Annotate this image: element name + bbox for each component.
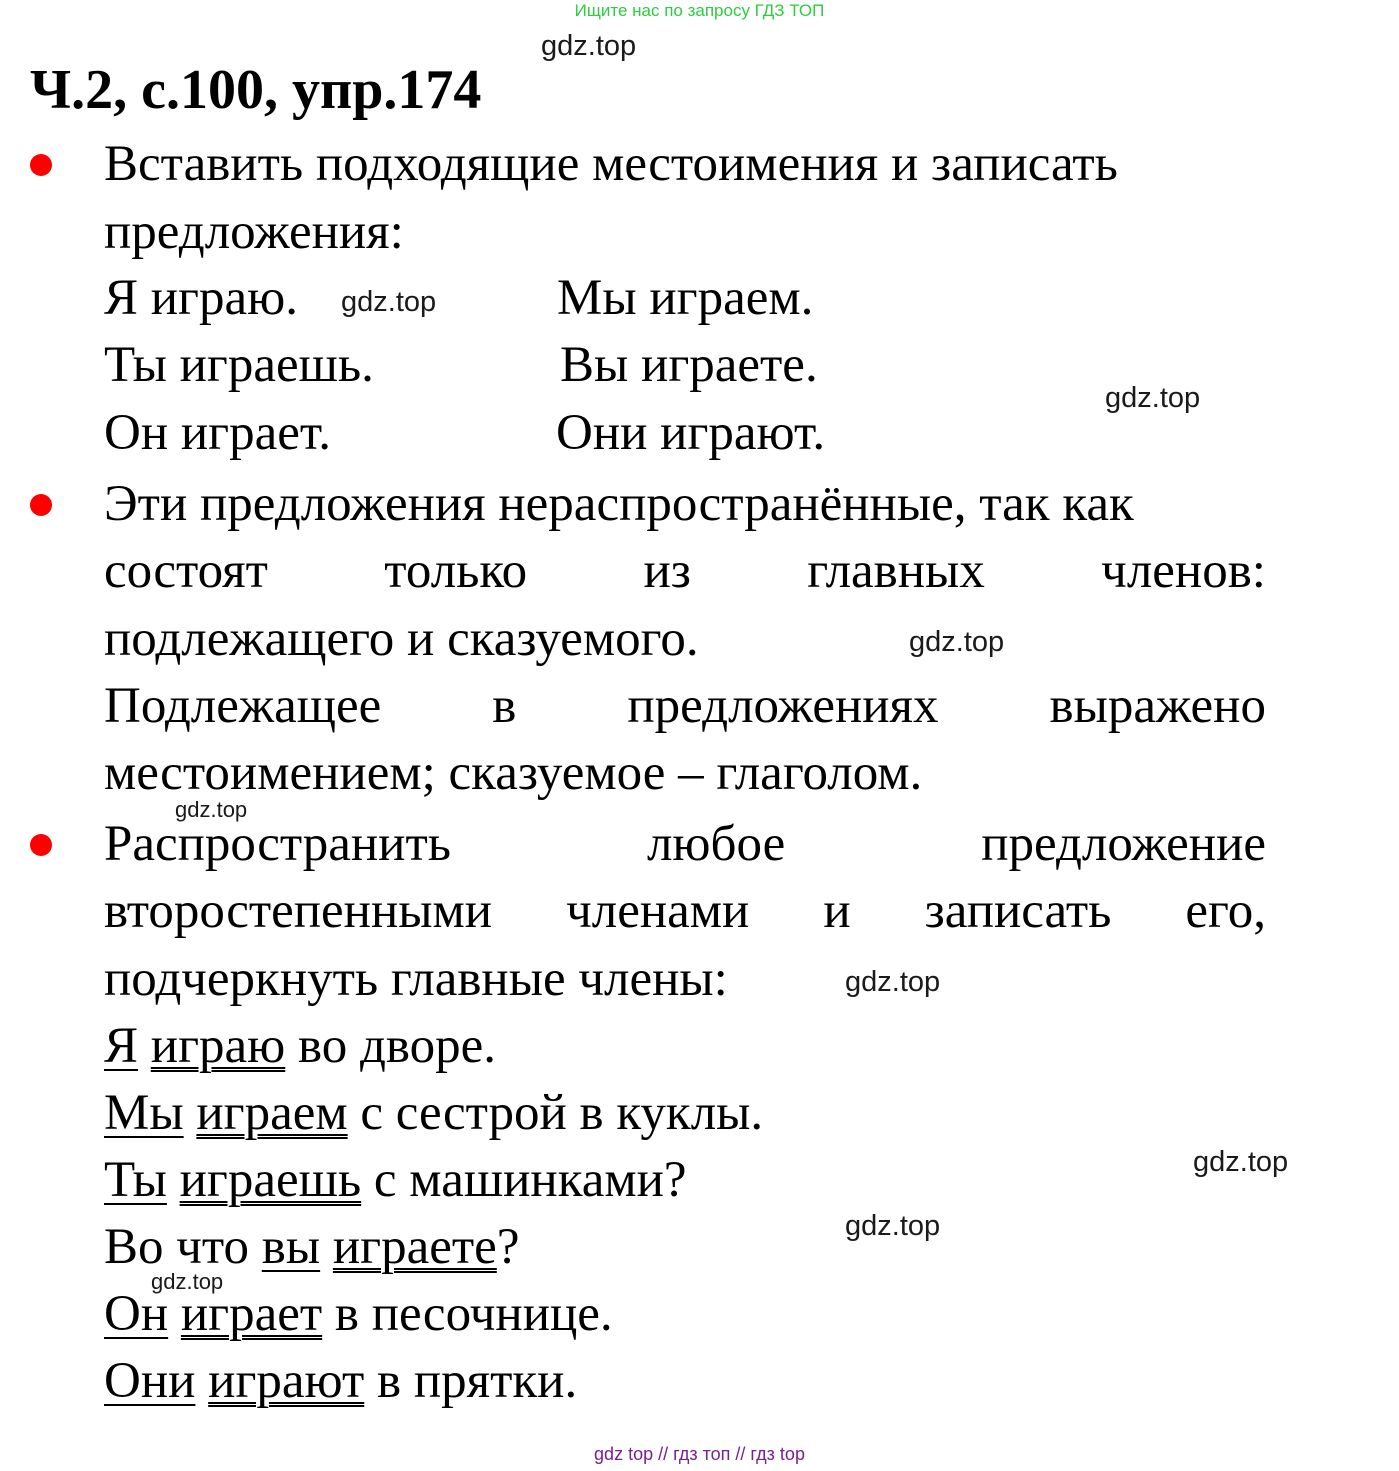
word: Подлежащее — [104, 678, 382, 734]
word: и — [823, 883, 851, 939]
task1-instruction-line2: предложения: — [104, 204, 404, 260]
word: только — [384, 543, 528, 599]
predicate: играет — [180, 1286, 323, 1342]
watermark: gdz.top — [175, 797, 248, 822]
task3-line2 — [104, 881, 1266, 941]
predicate: играешь — [179, 1152, 362, 1208]
task2-line5: местоимением; сказуемое – глаголом. — [104, 745, 923, 801]
bullet-icon — [30, 154, 52, 176]
watermark: gdz.top — [1193, 1146, 1289, 1178]
example-sentence: Мы играем с сестрой в куклы. — [104, 1085, 764, 1141]
predicate: играете — [332, 1219, 497, 1275]
task2-line1: Эти предложения нераспространённые, так как — [104, 476, 1134, 532]
watermark: gdz.top — [845, 966, 941, 998]
predicate: играют — [208, 1353, 365, 1409]
word: записать — [924, 883, 1112, 939]
watermark: gdz.top — [541, 30, 637, 62]
word: предложение — [981, 816, 1266, 872]
predicate: играем — [196, 1085, 348, 1141]
word: членами — [566, 883, 750, 939]
word: членов: — [1101, 543, 1266, 599]
subject: Ты — [104, 1152, 167, 1208]
pronoun-sentence: Он играет. — [104, 405, 332, 461]
watermark: gdz.top — [341, 286, 437, 318]
subject: Они — [104, 1353, 196, 1409]
watermark: gdz.top — [909, 626, 1005, 658]
example-sentence: Во что вы играете? — [104, 1219, 520, 1275]
word: главных — [807, 543, 985, 599]
word: из — [643, 543, 691, 599]
word: второстепенными — [104, 883, 493, 939]
search-banner: Ищите нас по запросу ГДЗ ТОП — [574, 1, 825, 20]
pronoun-sentence: Они играют. — [556, 405, 826, 461]
watermark: gdz.top — [151, 1269, 224, 1294]
word: в — [492, 678, 517, 734]
word: выражено — [1049, 678, 1266, 734]
bullet-icon — [30, 834, 52, 856]
example-sentence: Они играют в прятки. — [104, 1353, 578, 1409]
bullet-icon — [30, 494, 52, 516]
pronoun-sentence: Вы играете. — [560, 337, 818, 393]
word: его, — [1185, 883, 1266, 939]
word: любое — [646, 816, 786, 872]
subject: вы — [261, 1219, 321, 1275]
subject: Мы — [104, 1085, 184, 1141]
example-sentence: Он играет в песочнице. — [104, 1286, 613, 1342]
subject: Он — [104, 1286, 169, 1342]
word: предложениях — [627, 678, 939, 734]
page-title: Ч.2, с.100, упр.174 — [30, 59, 482, 121]
word: Распространить — [104, 816, 452, 872]
task3-line1 — [104, 814, 1266, 874]
word: состоят — [104, 543, 268, 599]
task2-line2 — [104, 541, 1266, 601]
subject: Я — [104, 1018, 139, 1074]
example-sentence: Я играю во дворе. — [104, 1018, 497, 1074]
pronoun-sentence: Ты играешь. — [104, 337, 374, 393]
watermark: gdz.top — [1105, 382, 1201, 414]
watermark: gdz.top — [845, 1210, 941, 1242]
footer-watermark: gdz top // гдз топ // гдз top — [594, 1444, 805, 1464]
task3-line3: подчеркнуть главные члены: — [104, 951, 728, 1007]
task2-line4 — [104, 676, 1266, 736]
pronoun-sentence: Я играю. — [104, 270, 298, 326]
task1-instruction-line1: Вставить подходящие местоимения и записать — [104, 136, 1118, 192]
example-sentence: Ты играешь с машинками? — [104, 1152, 687, 1208]
pronoun-sentence: Мы играем. — [557, 270, 814, 326]
task2-line3: подлежащего и сказуемого. — [104, 611, 699, 667]
predicate: играю — [150, 1018, 286, 1074]
